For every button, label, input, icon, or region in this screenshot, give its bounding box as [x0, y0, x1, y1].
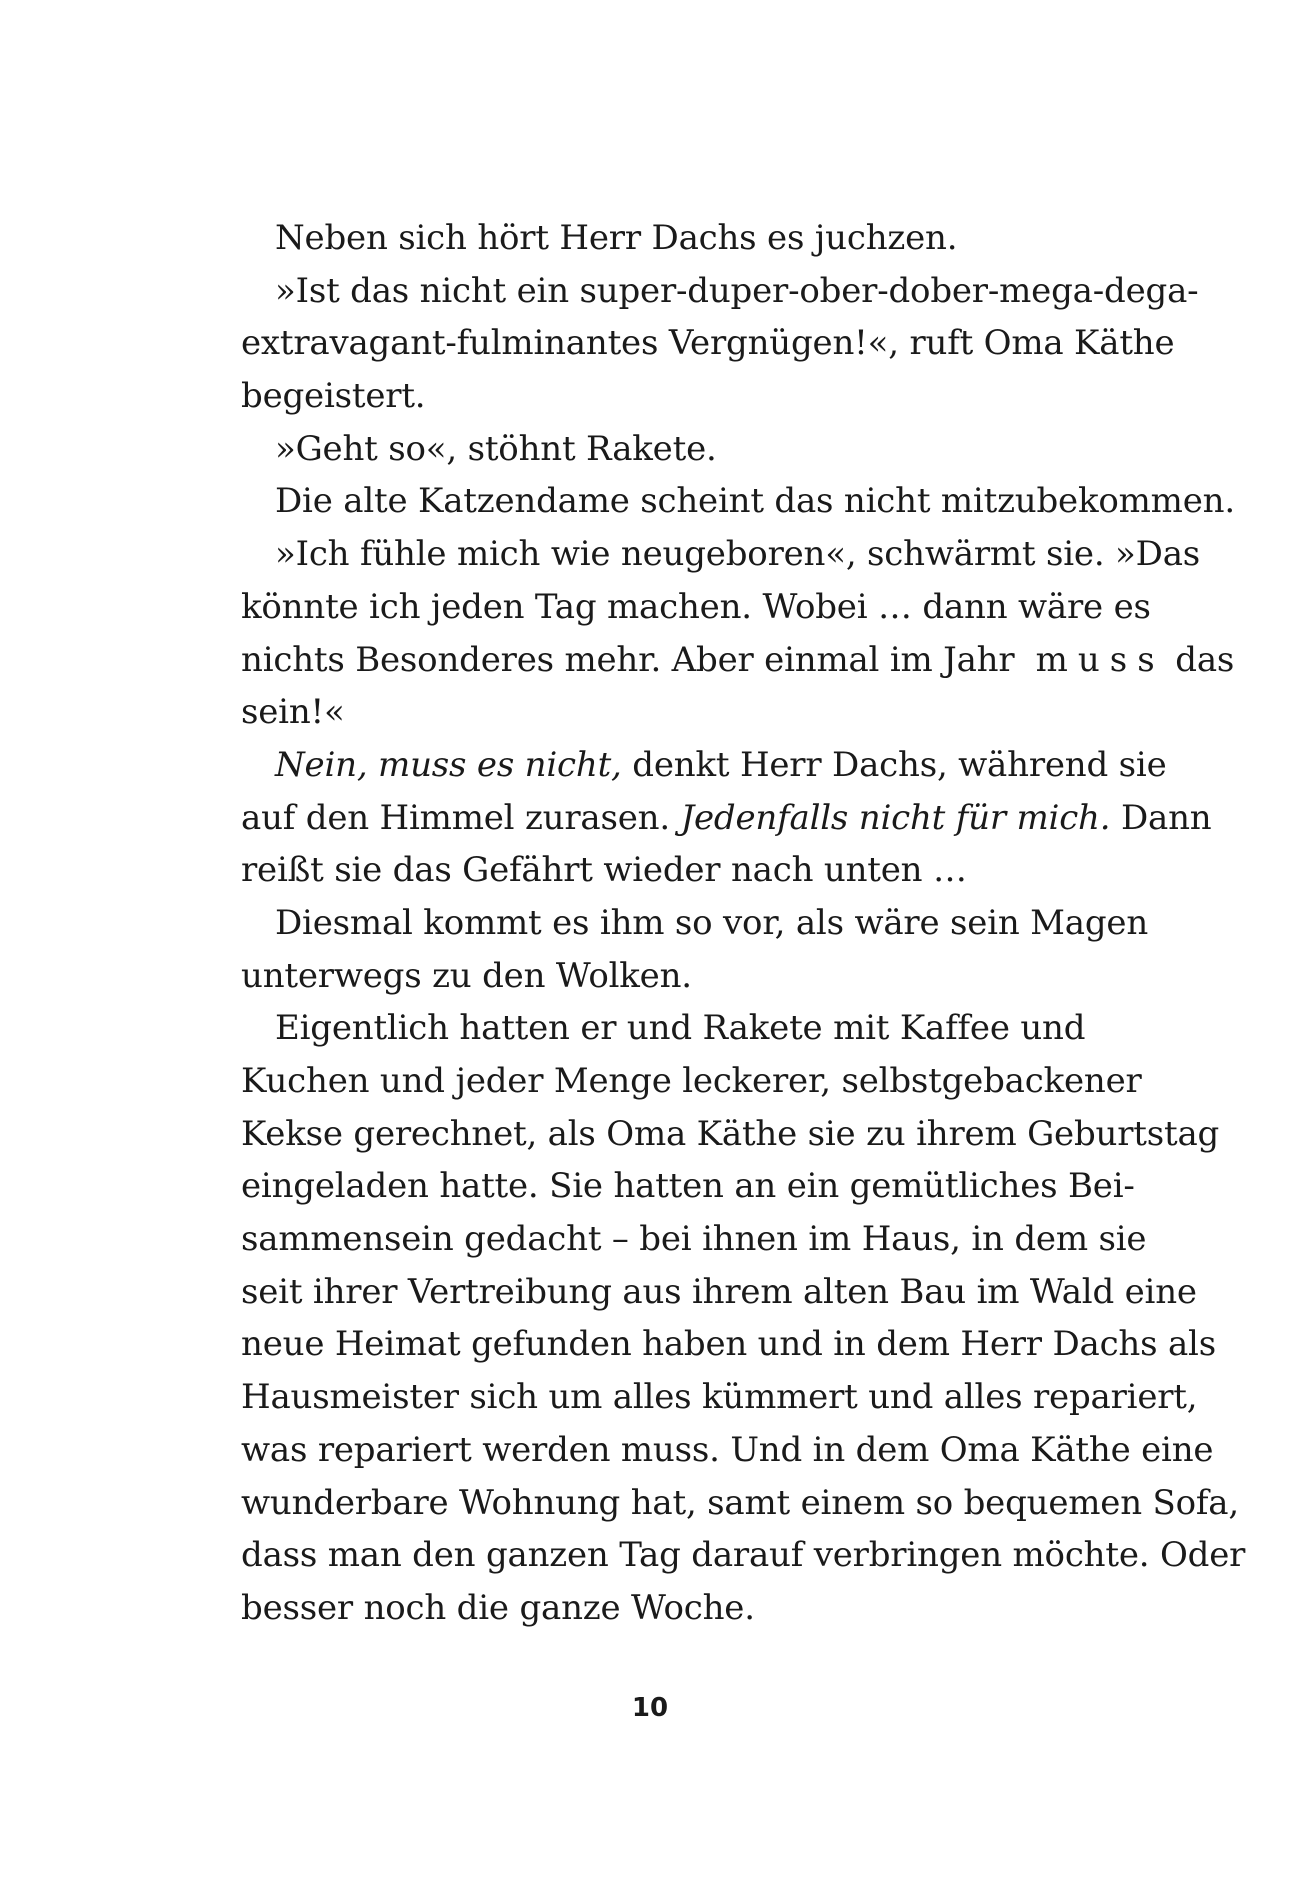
text-line: Neben sich hört Herr Dachs es juchzen.: [275, 218, 958, 258]
text-line: begeistert.: [241, 376, 426, 417]
text-line: seit ihrer Vertreibung aus ihrem alten Bau im Wald eine: [241, 1271, 1197, 1312]
italic-thought: Nein, muss es nicht,: [275, 744, 622, 785]
text-line: unterwegs zu den Wolken.: [241, 955, 692, 996]
text-line: extravagant-fulminantes Vergnügen!«, ruft Oma Käthe: [241, 323, 1175, 364]
body-text: [241, 212, 1246, 1635]
text-line: Hausmeister sich um alles kümmert und alles repariert,: [241, 1377, 1198, 1418]
text-line: Diesmal kommt es ihm so vor, als wäre sein Magen: [275, 902, 1149, 943]
text-line: Die alte Katzendame scheint das nicht mitzubekommen.: [275, 481, 1235, 522]
text-line: sammensein gedacht – bei ihnen im Haus, in dem sie: [241, 1219, 1147, 1260]
text-line: [241, 634, 1235, 687]
text-segment: denkt Herr Dachs, während sie: [632, 744, 1167, 785]
text-line: reißt sie das Gefährt wieder nach unten …: [241, 850, 967, 891]
text-line: Kekse gerechnet, als Oma Käthe sie zu ihrem Geburtstag: [241, 1113, 1220, 1154]
text-line: Eigentlich hatten er und Rakete mit Kaffee und: [275, 1008, 1086, 1049]
text-segment: das: [1175, 639, 1235, 680]
text-line: sein!«: [241, 692, 345, 733]
text-segment: Dann: [1120, 797, 1212, 838]
text-line: »Geht so«, stöhnt Rakete.: [275, 428, 717, 469]
text-line: wunderbare Wohnung hat, samt einem so bequemen Sofa,: [241, 1482, 1239, 1523]
text-line: Kuchen und jeder Menge leckerer, selbstgebackener: [241, 1061, 1142, 1101]
text-line: besser noch die ganze Woche.: [241, 1587, 755, 1628]
text-line: [241, 739, 1167, 792]
text-line: was repariert werden muss. Und in dem Oma Käthe eine: [241, 1429, 1214, 1470]
text-line: »Ist das nicht ein super-duper-ober-dober-mega-dega-: [275, 270, 1199, 311]
text-segment: auf den Himmel zurasen.: [241, 797, 670, 838]
italic-thought: Jedenfalls nicht für mich.: [680, 797, 1111, 838]
text-line: könnte ich jeden Tag machen. Wobei … dann wäre es: [241, 586, 1151, 627]
text-line: »Ich fühle mich wie neugeboren«, schwärmt sie. »Das: [275, 534, 1201, 575]
page-number: 10: [631, 1693, 669, 1723]
text-segment: nichts Besonderes mehr. Aber einmal im Jahr: [241, 639, 1015, 680]
emphasis-spaced: muss: [1035, 639, 1165, 680]
text-line: [241, 792, 1212, 845]
text-line: neue Heimat gefunden haben und in dem Herr Dachs als: [241, 1324, 1216, 1365]
text-line: eingeladen hatte. Sie hatten an ein gemütliches Bei-: [241, 1166, 1135, 1207]
text-line: dass man den ganzen Tag darauf verbringen möchte. Oder: [241, 1535, 1246, 1576]
